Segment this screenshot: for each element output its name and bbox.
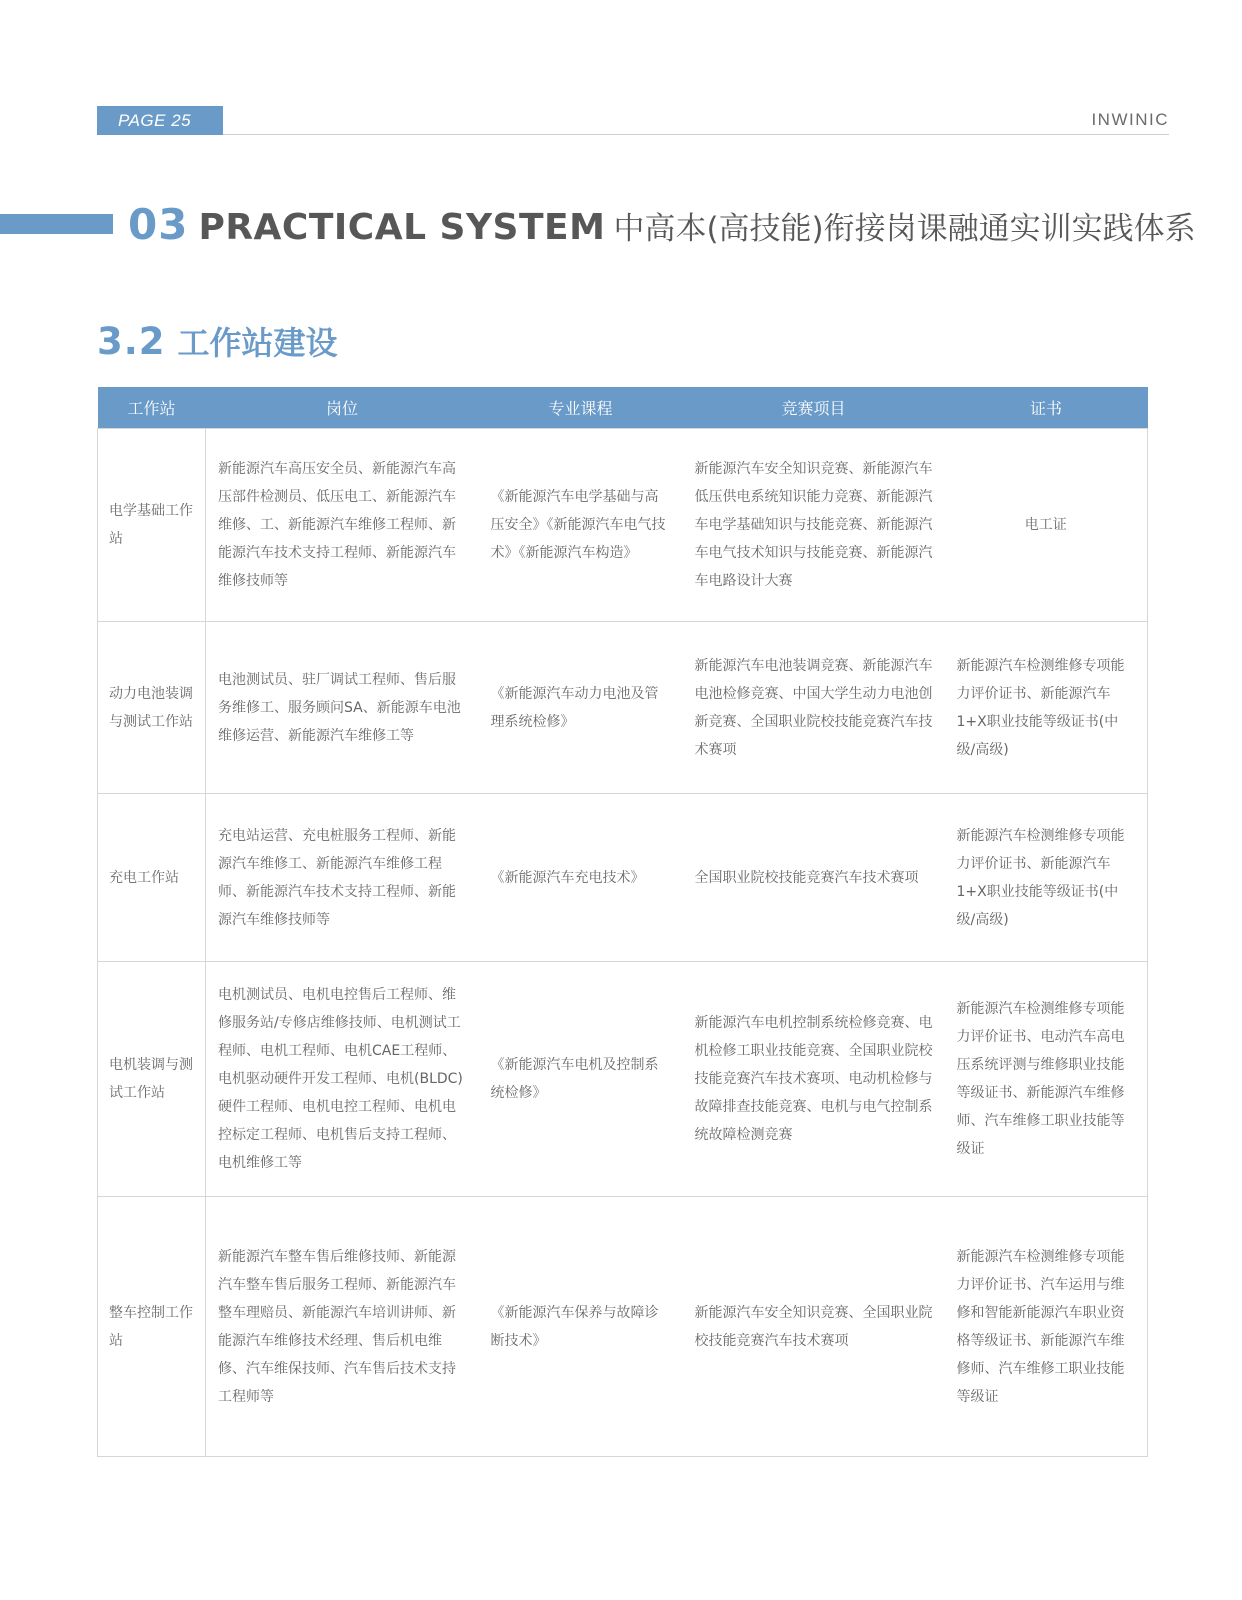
section-title: 工作站建设 bbox=[177, 324, 338, 362]
cell-competitions: 新能源汽车电机控制系统检修竞赛、电机检修工职业技能竞赛、全国职业院校技能竞赛汽车技术赛项、电动机检修与故障排查技能竞赛、电机与电气控制系统故障检测竞赛 bbox=[683, 962, 945, 1197]
chapter-title-chinese: 中高本(高技能)衔接岗课融通实训实践体系 bbox=[613, 211, 1196, 247]
chapter-number: 03 bbox=[128, 200, 189, 249]
cell-courses: 《新能源汽车电机及控制系统检修》 bbox=[479, 962, 683, 1197]
cell-certificates: 新能源汽车检测维修专项能力评价证书、新能源汽车1+X职业技能等级证书(中级/高级) bbox=[945, 794, 1148, 962]
brand-name: INWINIC bbox=[1091, 110, 1169, 129]
cell-station: 充电工作站 bbox=[98, 794, 206, 962]
table-row bbox=[98, 1197, 1148, 1457]
cell-station: 电机装调与测试工作站 bbox=[98, 962, 206, 1197]
cell-positions: 新能源汽车整车售后维修技师、新能源汽车整车售后服务工程师、新能源汽车整车理赔员、新能源汽车培训讲师、新能源汽车维修技术经理、售后机电维修、汽车维保技师、汽车售后技术支持工程师等 bbox=[206, 1197, 479, 1457]
table-row bbox=[98, 622, 1148, 794]
header-certificates: 证书 bbox=[945, 387, 1148, 429]
cell-competitions: 新能源汽车安全知识竞赛、新能源汽车低压供电系统知识能力竞赛、新能源汽车电学基础知识与技能竞赛、新能源汽车电气技术知识与技能竞赛、新能源汽车电路设计大赛 bbox=[683, 429, 945, 622]
chapter-title-english: PRACTICAL SYSTEM bbox=[198, 207, 606, 248]
cell-certificates: 新能源汽车检测维修专项能力评价证书、电动汽车高电压系统评测与维修职业技能等级证书、新能源汽车维修师、汽车维修工职业技能等级证 bbox=[945, 962, 1148, 1197]
table-row bbox=[98, 962, 1148, 1197]
header-station: 工作站 bbox=[98, 387, 206, 429]
cell-positions: 新能源汽车高压安全员、新能源汽车高压部件检测员、低压电工、新能源汽车维修、工、新能源汽车维修工程师、新能源汽车技术支持工程师、新能源汽车维修技师等 bbox=[206, 429, 479, 622]
cell-courses: 《新能源汽车电学基础与高压安全》《新能源汽车电气技术》《新能源汽车构造》 bbox=[479, 429, 683, 622]
header-courses: 专业课程 bbox=[479, 387, 683, 429]
cell-competitions: 新能源汽车电池装调竞赛、新能源汽车电池检修竞赛、中国大学生动力电池创新竞赛、全国职业院校技能竞赛汽车技术赛项 bbox=[683, 622, 945, 794]
cell-station: 电学基础工作站 bbox=[98, 429, 206, 622]
title-accent-bar bbox=[0, 214, 113, 234]
cell-positions: 充电站运营、充电桩服务工程师、新能源汽车维修工、新能源汽车维修工程师、新能源汽车技术支持工程师、新能源汽车维修技师等 bbox=[206, 794, 479, 962]
workstation-table bbox=[97, 387, 1148, 1457]
cell-competitions: 新能源汽车安全知识竞赛、全国职业院校技能竞赛汽车技术赛项 bbox=[683, 1197, 945, 1457]
cell-certificates: 新能源汽车检测维修专项能力评价证书、新能源汽车1+X职业技能等级证书(中级/高级) bbox=[945, 622, 1148, 794]
section-heading bbox=[97, 318, 338, 364]
header-positions: 岗位 bbox=[206, 387, 479, 429]
table-row bbox=[98, 429, 1148, 622]
cell-courses: 《新能源汽车充电技术》 bbox=[479, 794, 683, 962]
chapter-title bbox=[128, 200, 1196, 249]
page-number-tab bbox=[97, 106, 223, 135]
table-header-row bbox=[98, 387, 1148, 429]
table-row bbox=[98, 794, 1148, 962]
cell-competitions: 全国职业院校技能竞赛汽车技术赛项 bbox=[683, 794, 945, 962]
cell-courses: 《新能源汽车保养与故障诊断技术》 bbox=[479, 1197, 683, 1457]
page-number-label: PAGE 25 bbox=[118, 111, 192, 130]
cell-station: 整车控制工作站 bbox=[98, 1197, 206, 1457]
cell-station: 动力电池装调与测试工作站 bbox=[98, 622, 206, 794]
section-number: 3.2 bbox=[97, 320, 166, 363]
header-divider bbox=[223, 134, 1169, 135]
cell-positions: 电池测试员、驻厂调试工程师、售后服务维修工、服务顾问SA、新能源车电池维修运营、新能源汽车维修工等 bbox=[206, 622, 479, 794]
cell-positions: 电机测试员、电机电控售后工程师、维修服务站/专修店维修技师、电机测试工程师、电机工程师、电机CAE工程师、电机驱动硬件开发工程师、电机(BLDC)硬件工程师、电机电控工程师、电机电控标定工程师、电机售后支持工程师、电机维修工等 bbox=[206, 962, 479, 1197]
cell-courses: 《新能源汽车动力电池及管理系统检修》 bbox=[479, 622, 683, 794]
cell-certificates: 电工证 bbox=[945, 429, 1148, 622]
cell-certificates: 新能源汽车检测维修专项能力评价证书、汽车运用与维修和智能新能源汽车职业资格等级证书、新能源汽车维修师、汽车维修工职业技能等级证 bbox=[945, 1197, 1148, 1457]
header-competitions: 竞赛项目 bbox=[683, 387, 945, 429]
